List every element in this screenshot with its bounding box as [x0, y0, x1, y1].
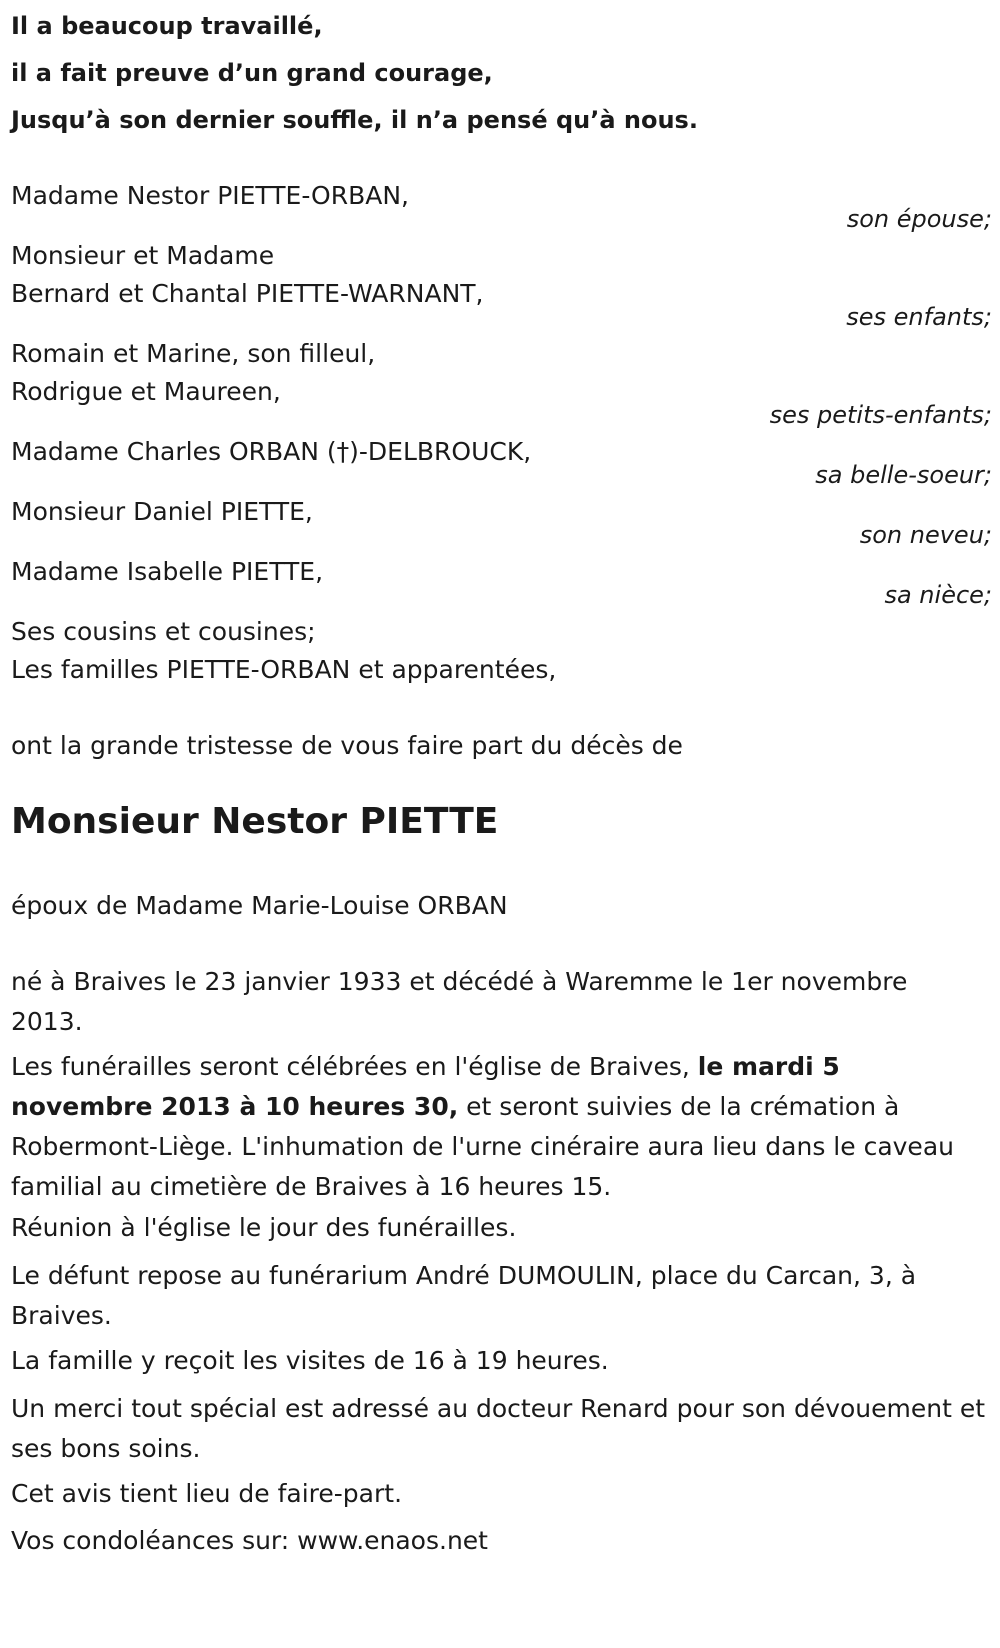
thanks-paragraph: Un merci tout spécial est adressé au docteur Renard pour son dévouement et ses bons soins.: [11, 1394, 986, 1463]
grandchildren-relation: ses petits-enfants;: [769, 401, 992, 429]
grandchildren-line-2: Rodrigue et Maureen,: [11, 377, 281, 406]
children-line-2: Bernard et Chantal PIETTE-WARNANT,: [11, 279, 484, 308]
announcement-text: ont la grande tristesse de vous faire part du décès de: [11, 731, 683, 760]
deceased-name: Monsieur Nestor PIETTE: [11, 801, 499, 842]
rest-place-paragraph: Le défunt repose au funérarium André DUMOULIN, place du Carcan, 3, à Braives.: [11, 1261, 917, 1330]
funeral-intro: Les funérailles seront célébrées en l'église de Braives,: [11, 1052, 698, 1081]
niece-relation: sa nièce;: [884, 581, 992, 609]
wife-name: Madame Nestor PIETTE-ORBAN,: [11, 181, 409, 210]
grandchildren-line-1: Romain et Marine, son filleul,: [11, 339, 376, 368]
cousins-line: Ses cousins et cousines;: [11, 617, 316, 646]
condolences-paragraph: Vos condoléances sur: www.enaos.net: [11, 1526, 488, 1555]
nephew-relation: son neveu;: [859, 521, 992, 549]
sister-in-law-relation: sa belle-soeur;: [815, 461, 992, 489]
meeting-paragraph: Réunion à l'église le jour des funérailles.: [11, 1213, 517, 1242]
nephew-name: Monsieur Daniel PIETTE,: [11, 497, 313, 526]
children-relation: ses enfants;: [846, 303, 992, 331]
children-line-1: Monsieur et Madame: [11, 241, 275, 270]
funeral-date: le mardi 5 novembre 2013 à 10 heures 30,: [11, 1052, 840, 1121]
visits-paragraph: La famille y reçoit les visites de 16 à 19 heures.: [11, 1346, 609, 1375]
poem-line-3: Jusqu’à son dernier souffle, il n’a pensé qu’à nous.: [11, 106, 698, 134]
sister-in-law-name: Madame Charles ORBAN (†)-DELBROUCK,: [11, 437, 532, 466]
poem-line-1: Il a beaucoup travaillé,: [11, 12, 323, 40]
spouse-line: époux de Madame Marie-Louise ORBAN: [11, 891, 508, 920]
funeral-details: et seront suivies de la crémation à Robermont-Liège. L'inhumation de l'urne cinéraire aura lieu dans le caveau familial au cimetière de Braives à 16 heures 15.: [11, 1092, 954, 1201]
families-line: Les familles PIETTE-ORBAN et apparentées,: [11, 655, 557, 684]
birth-death-paragraph: né à Braives le 23 janvier 1933 et décédé à Waremme le 1er novembre 2013.: [11, 967, 908, 1036]
niece-name: Madame Isabelle PIETTE,: [11, 557, 324, 586]
funeral-paragraph: [11, 1047, 986, 1207]
notice-paragraph: Cet avis tient lieu de faire-part.: [11, 1479, 403, 1508]
wife-relation: son épouse;: [846, 205, 992, 233]
poem-line-2: il a fait preuve d’un grand courage,: [11, 59, 493, 87]
